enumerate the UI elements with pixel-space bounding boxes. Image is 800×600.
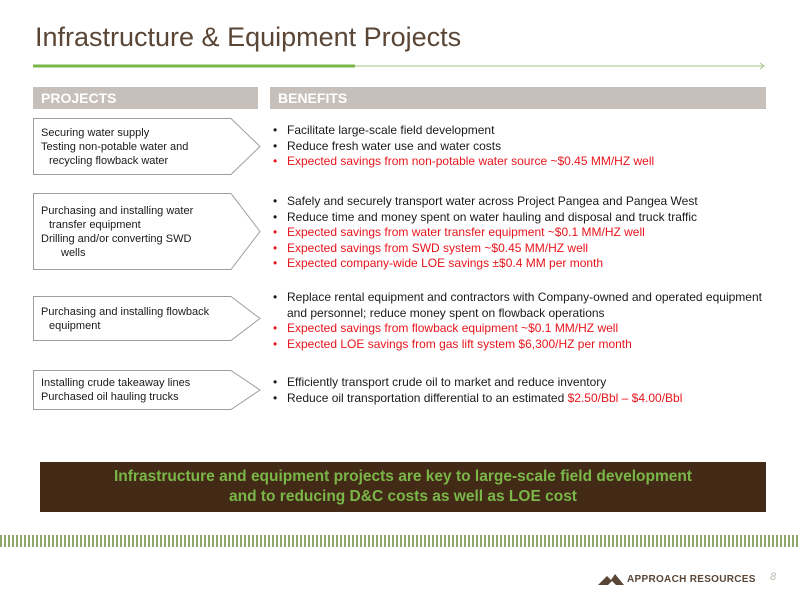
project-box-water-supply (33, 118, 261, 175)
banner-line-2: and to reducing D&C costs as well as LOE cost (229, 488, 577, 505)
key-message-banner (40, 462, 766, 512)
page-number: 8 (770, 571, 777, 583)
project-line: recycling flowback water (49, 154, 169, 167)
projects-header: PROJECTS (33, 87, 258, 109)
project-box-water-transfer (33, 193, 261, 270)
benefit-item: • Reduce time and money spent on water hauling and disposal and truck traffic (270, 210, 770, 226)
banner-line-1: Infrastructure and equipment projects are key to large-scale field development (114, 468, 692, 485)
benefit-text: Reduce oil transportation differential to an estimated (287, 390, 568, 405)
project-line: transfer equipment (49, 218, 141, 231)
project-line: Securing water supply (41, 126, 150, 139)
benefit-item: • Facilitate large-scale field development (270, 123, 770, 139)
benefits-list-1 (270, 123, 770, 170)
benefit-savings-item: • Expected company-wide LOE savings ±$0.4 MM per month (270, 256, 770, 272)
project-box-flowback (33, 296, 261, 341)
company-logo (598, 571, 756, 587)
mountain-logo-icon (598, 573, 624, 585)
project-line: Drilling and/or converting SWD (41, 232, 192, 245)
project-box-crude (33, 370, 261, 410)
benefit-savings-item: • Expected savings from SWD system ~$0.45 MM/HZ well (270, 241, 770, 257)
project-line: equipment (49, 319, 101, 332)
benefit-item: • Reduce fresh water use and water costs (270, 139, 770, 155)
project-line: Purchased oil hauling trucks (41, 391, 179, 403)
benefit-savings-item: • Expected savings from flowback equipment ~$0.1 MM/HZ well (270, 321, 770, 337)
project-line: Testing non-potable water and (41, 140, 189, 153)
slide-title: Infrastructure & Equipment Projects (35, 22, 462, 52)
title-rule (33, 62, 768, 70)
benefit-item (270, 391, 770, 407)
project-line: Purchasing and installing flowback (41, 305, 210, 318)
benefits-list-2 (270, 194, 770, 272)
logo-text: APPROACH RESOURCES (627, 573, 756, 585)
benefits-list-4 (270, 375, 770, 406)
benefit-item: • Safely and securely transport water across Project Pangea and Pangea West (270, 194, 770, 210)
benefit-item: • Efficiently transport crude oil to market and reduce inventory (270, 375, 770, 391)
project-line: Purchasing and installing water (41, 204, 194, 217)
benefits-header: BENEFITS (270, 87, 766, 109)
footer-stripe-band (0, 535, 800, 547)
project-line: wells (61, 246, 86, 259)
benefits-list-3 (270, 290, 770, 352)
benefit-item: • Replace rental equipment and contractors with Company-owned and operated equipment and personnel; reduce money spent on flowback operations (270, 290, 770, 321)
benefit-savings-item: • Expected LOE savings from gas lift system $6,300/HZ per month (270, 337, 770, 353)
benefit-savings-item: • Expected savings from water transfer equipment ~$0.1 MM/HZ well (270, 225, 770, 241)
project-line: Installing crude takeaway lines (41, 377, 191, 389)
benefit-highlight: $2.50/Bbl – $4.00/Bbl (567, 390, 683, 405)
benefit-savings-item: • Expected savings from non-potable water source ~$0.45 MM/HZ well (270, 154, 770, 170)
